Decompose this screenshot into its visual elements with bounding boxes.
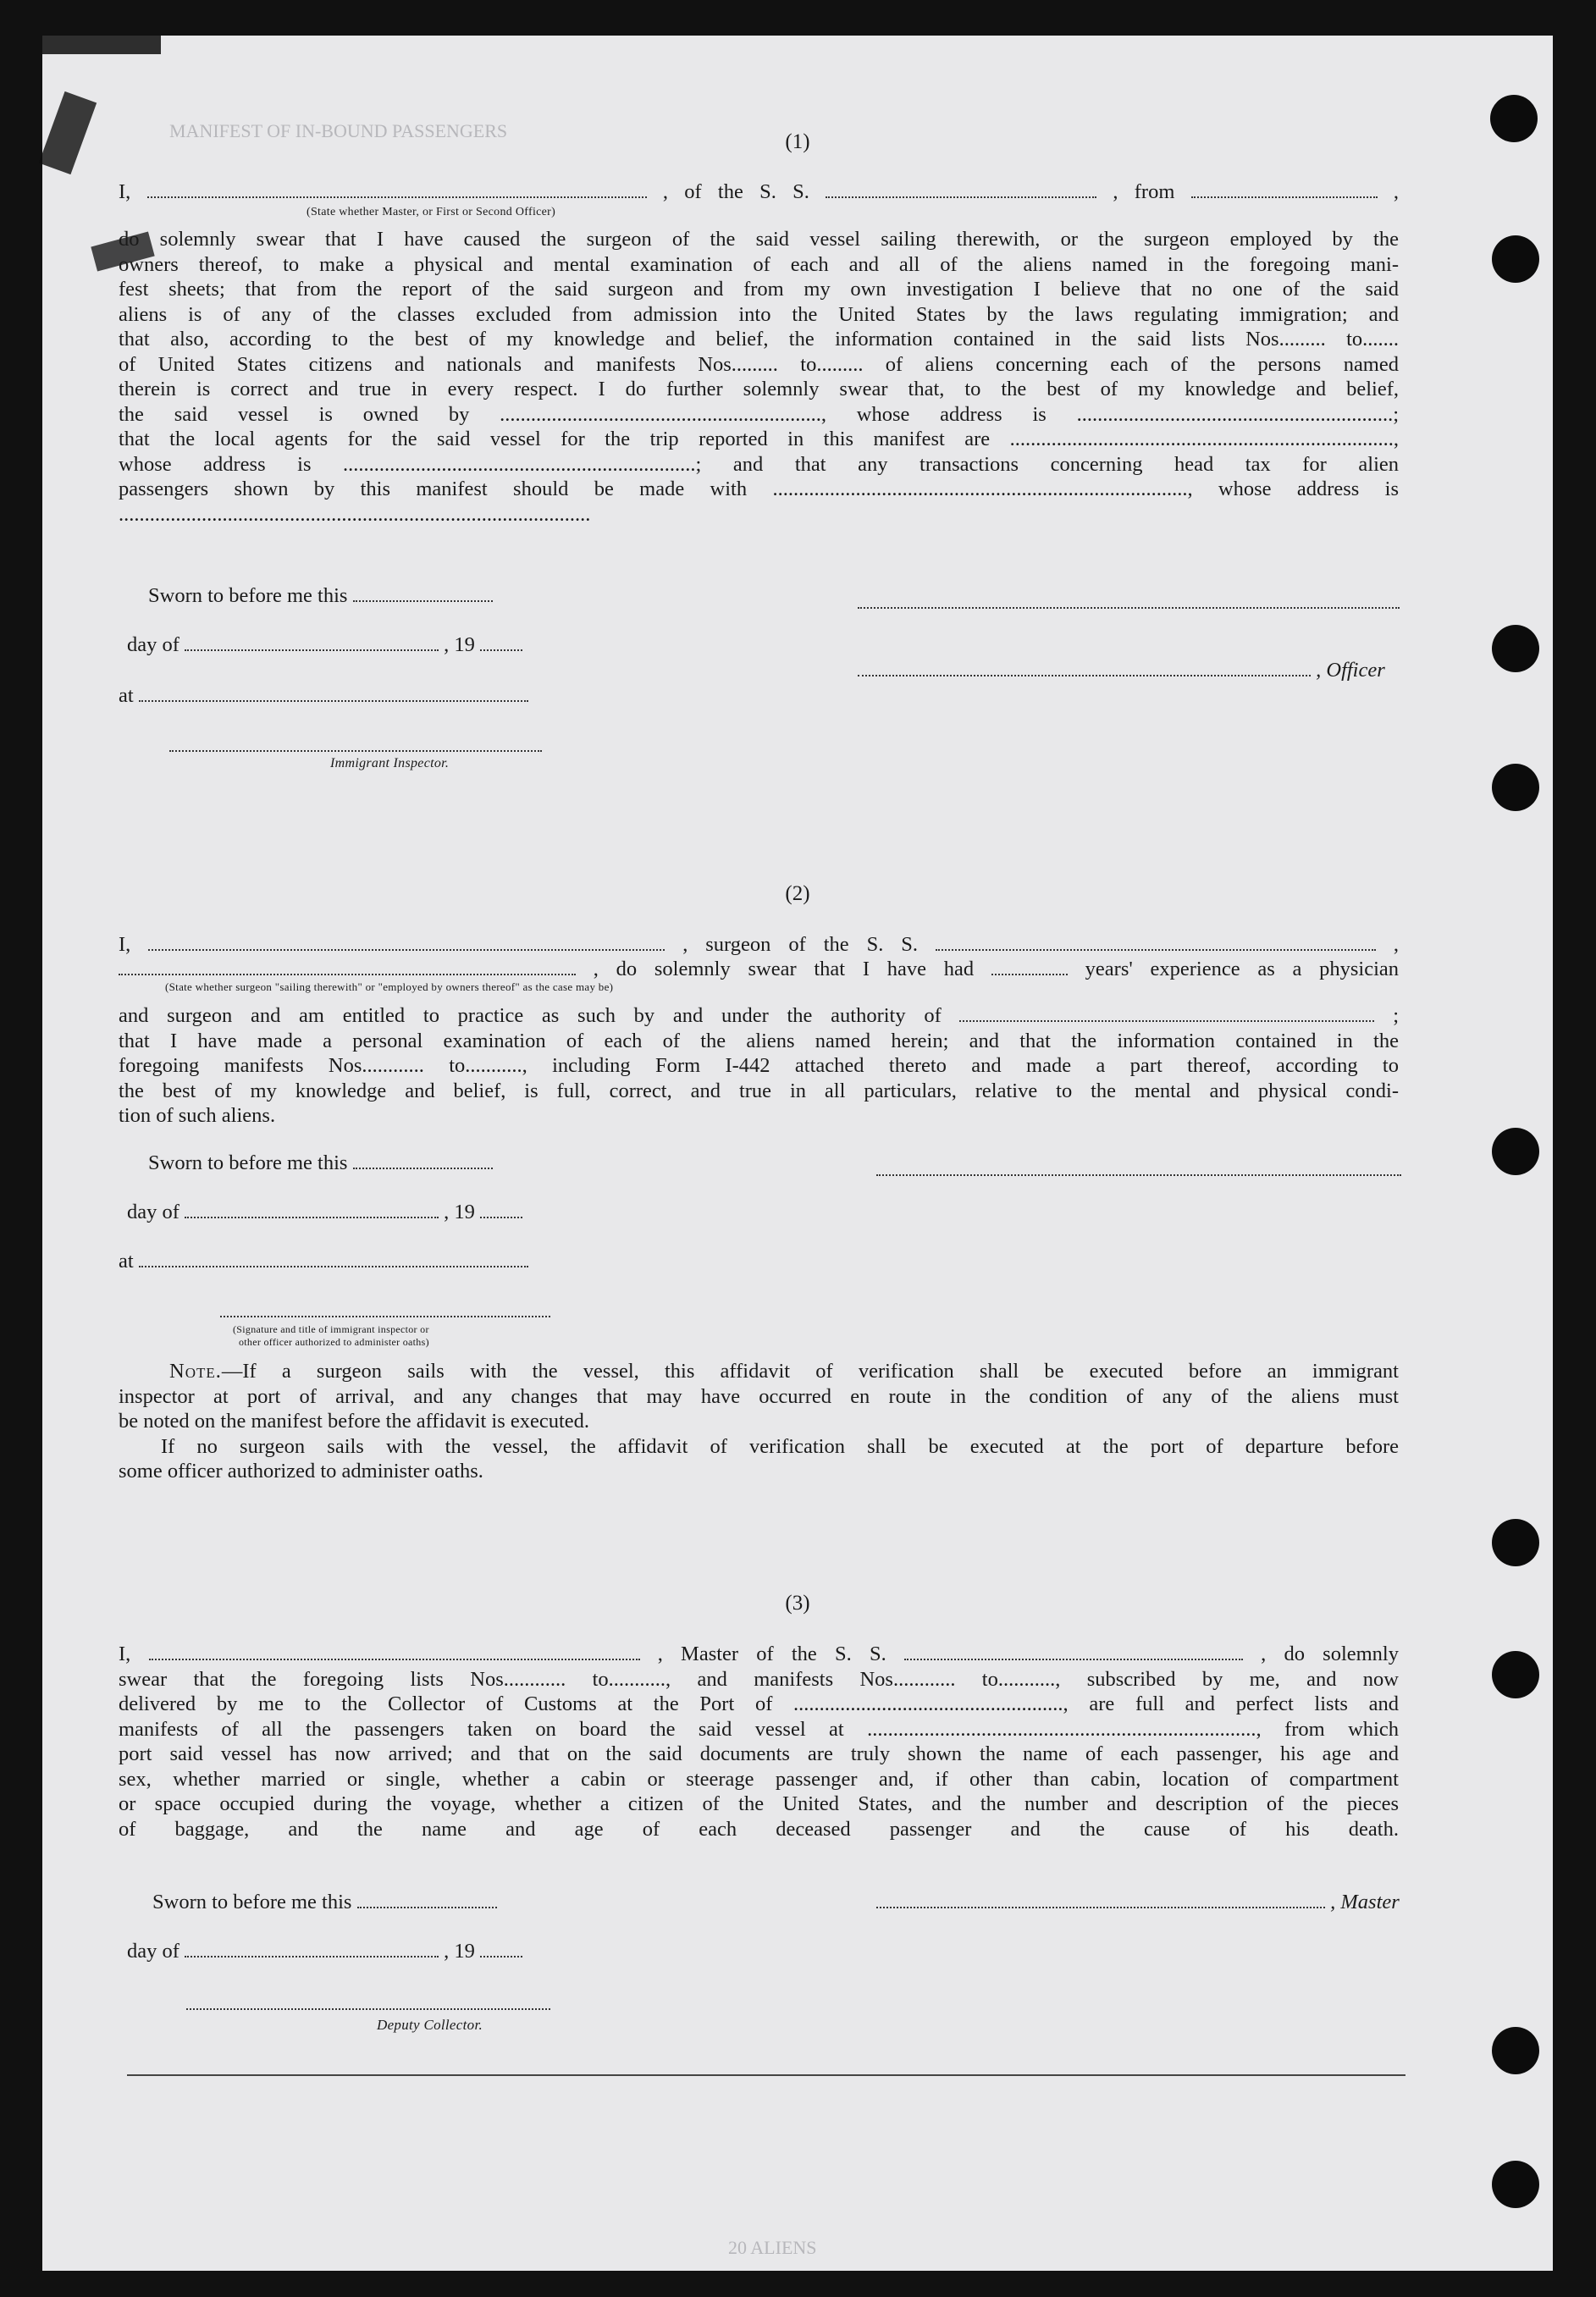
blank-field[interactable]: [185, 1941, 439, 1957]
section1-line-13: ...........................................................................................: [119, 502, 591, 526]
blank-field[interactable]: [904, 1643, 1243, 1660]
text: , Master of the S. S.: [657, 1643, 886, 1665]
blank-field[interactable]: [1191, 181, 1378, 198]
signature-line[interactable]: [876, 1891, 1325, 1908]
signature-line[interactable]: [220, 1300, 550, 1317]
blank-field[interactable]: [139, 685, 528, 702]
blank-field[interactable]: [185, 1201, 439, 1218]
signature-line[interactable]: [876, 1159, 1401, 1176]
note-line-1: [119, 1359, 1399, 1384]
text: at: [119, 684, 134, 707]
day-row-2: [127, 1201, 522, 1224]
punch-hole: [1492, 235, 1539, 283]
note-line-4: [119, 1434, 1399, 1460]
section2-line-2: [119, 957, 1399, 982]
section1-line-5: aliens is of any of the classes excluded from admission into the United States by the laws regulating immigration; and: [119, 302, 1399, 326]
text: , 19: [444, 633, 475, 656]
blank-field[interactable]: [936, 934, 1376, 951]
section3-line-6: sex, whether married or single, whether a cabin or steerage passenger and, if other than cabin, location of compartment: [119, 1767, 1399, 1791]
section1-line-8: therein is correct and true in every respect. I do further solemnly swear that, to the best of my knowledge and belief,: [119, 378, 1399, 400]
section3-line-4: manifests of all the passengers taken on board the said vessel at ..........................................................................., from which: [119, 1717, 1399, 1741]
blank-field[interactable]: [149, 1643, 640, 1660]
text: I,: [119, 180, 131, 203]
signature-line[interactable]: [169, 735, 542, 752]
text: If no surgeon sails with the vessel, the affidavit of verification shall be executed at the port of departure before: [161, 1434, 1399, 1458]
sworn-row-3: [152, 1891, 497, 1914]
field-caption: (State whether Master, or First or Second Officer): [306, 206, 556, 218]
section2-line-7: tion of such aliens.: [119, 1104, 276, 1127]
text: Sworn to before me this: [148, 584, 348, 607]
at-row-2: [119, 1250, 528, 1273]
blank-field[interactable]: [480, 1941, 522, 1957]
text: day of: [127, 633, 179, 656]
note-line-3: be noted on the manifest before the affidavit is executed.: [119, 1410, 590, 1433]
blank-field[interactable]: [480, 1201, 522, 1218]
text: ,: [1393, 180, 1400, 203]
blank-field[interactable]: [826, 181, 1096, 198]
field-caption: Deputy Collector.: [377, 2017, 483, 2033]
blank-field[interactable]: [353, 1152, 493, 1169]
document-page: [42, 36, 1553, 2271]
text: ;: [1393, 1004, 1400, 1027]
officer-row: [858, 659, 1385, 682]
section1-line-12: passengers shown by this manifest should be made with ................................................................................, whose address is: [119, 478, 1399, 500]
punch-hole: [1492, 764, 1539, 811]
punch-hole: [1492, 2027, 1539, 2074]
field-caption: Immigrant Inspector.: [330, 756, 450, 770]
text: Sworn to before me this: [148, 1151, 348, 1174]
blank-field[interactable]: [147, 181, 647, 198]
text: , Master: [1330, 1891, 1400, 1913]
blank-field[interactable]: [139, 1251, 528, 1267]
text: , surgeon of the S. S.: [682, 933, 919, 956]
note-line-5: some officer authorized to administer oaths.: [119, 1460, 483, 1483]
punch-hole: [1492, 2161, 1539, 2208]
text: , of the S. S.: [662, 180, 809, 203]
text: day of: [127, 1201, 179, 1223]
section3-line-7: or space occupied during the voyage, whether a citizen of the United States, and the number and description of the pieces: [119, 1792, 1399, 1815]
blank-field[interactable]: [185, 634, 439, 651]
faint-header-text: MANIFEST OF IN-BOUND PASSENGERS: [169, 120, 508, 141]
section1-line-1: [119, 179, 1399, 205]
sworn-row-2: [148, 1151, 493, 1175]
blank-field[interactable]: [119, 958, 576, 975]
day-row-3: [127, 1940, 522, 1963]
text: , do solemnly: [1261, 1643, 1399, 1665]
bottom-divider: [127, 2074, 1405, 2076]
punch-hole: [1492, 1651, 1539, 1698]
text: , 19: [444, 1940, 475, 1963]
faint-footer-text: 20 ALIENS: [728, 2237, 817, 2258]
punch-hole: [1492, 625, 1539, 672]
at-row-1: [119, 684, 528, 708]
punch-hole: [1492, 1519, 1539, 1566]
section1-line-9: the said vessel is owned by .............................................................., whose address is .............................................................;: [119, 402, 1399, 426]
signature-line[interactable]: [858, 592, 1400, 609]
text: and surgeon and am entitled to practice as such by and under the authority of: [119, 1004, 942, 1027]
section1-line-10: that the local agents for the said vessel for the trip reported in this manifest are ..........................................................................,: [119, 428, 1399, 450]
note-label: Note.: [169, 1360, 222, 1383]
section1-line-6: that also, according to the best of my knowledge and belief, the information contained in the said lists Nos......... to.......: [119, 328, 1399, 351]
sworn-row-1: [148, 584, 493, 608]
field-caption: other officer authorized to administer oaths): [239, 1336, 429, 1348]
text: I,: [119, 1643, 131, 1665]
text: ,: [1393, 933, 1400, 956]
section3-line-8: of baggage, and the name and age of each deceased passenger and the cause of his death.: [119, 1817, 1399, 1841]
section3-line-3: delivered by me to the Collector of Customs at the Port of ...................................................., are full and perfect lists and: [119, 1692, 1399, 1715]
master-row: [876, 1891, 1400, 1914]
signature-line[interactable]: [186, 1993, 550, 2010]
field-caption: (Signature and title of immigrant inspector or: [233, 1323, 429, 1335]
note-line-2: inspector at port of arrival, and any changes that may have occurred en route in the condition of any of the aliens must: [119, 1384, 1399, 1408]
section-number-3: (3): [785, 1592, 810, 1615]
signature-line[interactable]: [858, 660, 1311, 676]
section3-line-1: [119, 1642, 1399, 1667]
blank-field[interactable]: [959, 1005, 1374, 1022]
section2-line-6: the best of my knowledge and belief, is full, correct, and true in all particulars, relative to the mental and physical condi-: [119, 1079, 1399, 1102]
section-number-1: (1): [785, 130, 810, 153]
section3-line-2: swear that the foregoing lists Nos............ to..........., and manifests Nos............ to..........., subscribed by me, and now: [119, 1667, 1399, 1691]
text: day of: [127, 1940, 179, 1963]
text: , from: [1113, 180, 1175, 203]
text: I,: [119, 933, 131, 956]
section2-line-3: [119, 1003, 1399, 1029]
blank-field[interactable]: [991, 958, 1068, 975]
text: , Officer: [1316, 659, 1385, 682]
text: Sworn to before me this: [152, 1891, 352, 1913]
section2-line-4: that I have made a personal examination of each of the aliens named herein; and that the information contained in the: [119, 1029, 1399, 1052]
section-number-2: (2): [785, 882, 810, 905]
field-caption: (State whether surgeon "sailing therewith" or "employed by owners thereof" as the case may be): [165, 980, 614, 993]
section3-line-5: port said vessel has now arrived; and that on the said documents are truly shown the name of each passenger, his age and: [119, 1742, 1399, 1765]
ink-stain-mark: [42, 36, 161, 54]
blank-field[interactable]: [148, 934, 665, 951]
section1-line-4: fest sheets; that from the report of the said surgeon and from my own investigation I believe that no one of the said: [119, 278, 1399, 301]
section1-line-3: owners thereof, to make a physical and mental examination of each and all of the aliens named in the foregoing mani-: [119, 252, 1399, 276]
section1-line-2: do solemnly swear that I have caused the surgeon of the said vessel sailing therewith, or the surgeon employed by the: [119, 228, 1399, 251]
section1-line-7: of United States citizens and nationals and manifests Nos......... to......... of aliens concerning each of the persons named: [119, 352, 1399, 376]
blank-field[interactable]: [353, 585, 493, 602]
section1-line-11: whose address is ....................................................................; and that any transactions concerning head tax for alien: [119, 452, 1399, 476]
text: years' experience as a physician: [1085, 958, 1400, 980]
text: , 19: [444, 1201, 475, 1223]
day-row-1: [127, 633, 522, 657]
text: at: [119, 1250, 134, 1273]
text: , do solemnly swear that I have had: [593, 958, 975, 980]
section2-line-5: foregoing manifests Nos............ to..........., including Form I-442 attached thereto and made a part thereof, according to: [119, 1054, 1399, 1077]
blank-field[interactable]: [357, 1891, 497, 1908]
blank-field[interactable]: [480, 634, 522, 651]
section2-line-1: [119, 932, 1399, 958]
text: —If a surgeon sails with the vessel, this affidavit of verification shall be executed before an immigrant: [221, 1360, 1399, 1383]
punch-hole: [1492, 1128, 1539, 1175]
